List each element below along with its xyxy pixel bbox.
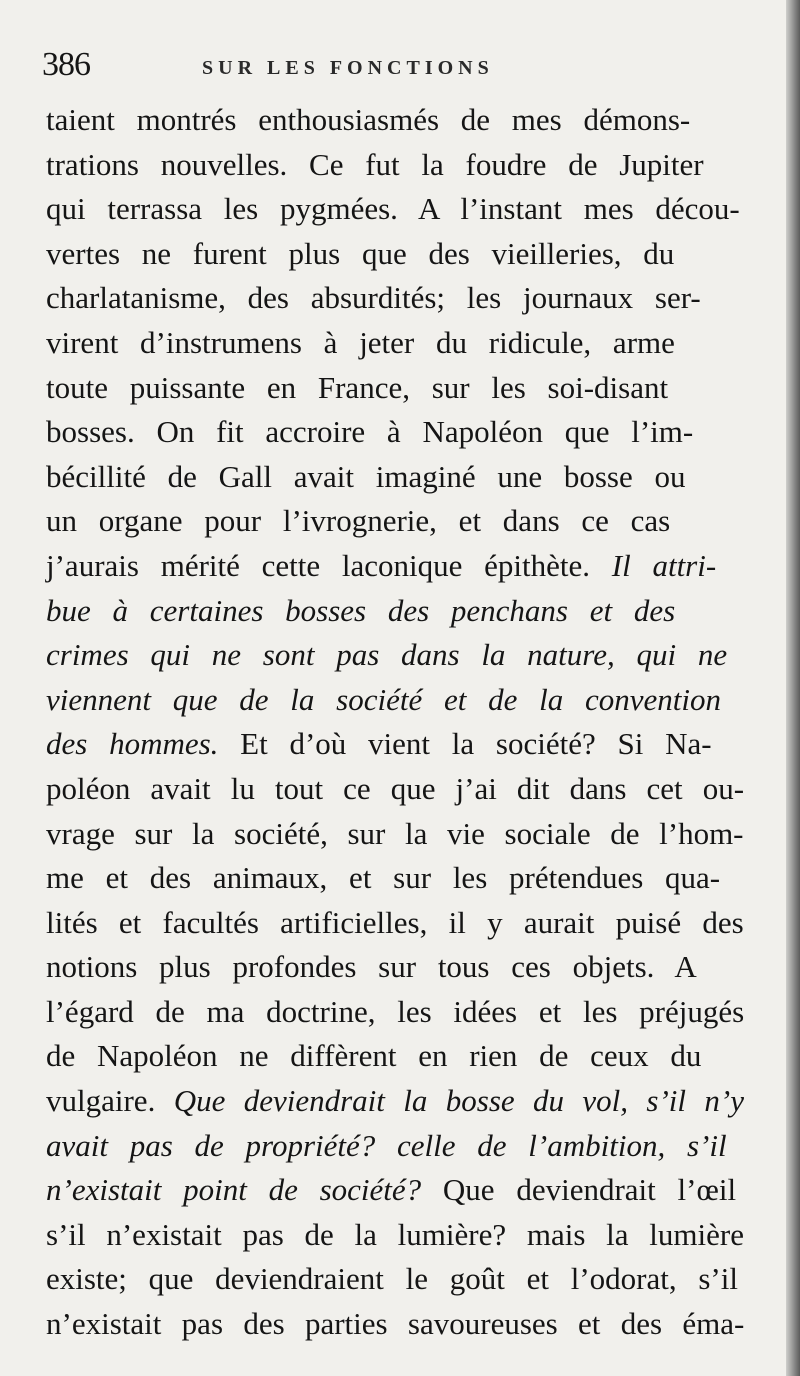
text-segment: existe; que deviendraient le goût et l’odorat, s’il [46,1261,738,1297]
text-segment: s’il n’existait pas de la lumière? mais la lumière [46,1216,744,1252]
text-segment: de Napoléon ne diffèrent en rien de ceux du [46,1038,702,1074]
text-line [46,1168,738,1213]
italic-text-segment: crimes qui ne sont pas dans la nature, qui ne [46,637,728,673]
text-segment: un organe pour l’ivrognerie, et dans ce cas [46,503,671,539]
text-segment: virent d’instrumens à jeter du ridicule, arme [46,324,675,360]
text-segment: Et d’où vient la société? Si Na- [218,726,712,762]
text-line [46,1257,738,1302]
text-line [46,187,738,232]
text-line [46,722,738,767]
text-line [46,321,738,366]
text-segment: notions plus profondes sur tous ces objets. A [46,949,697,985]
text-line [46,856,738,901]
text-line [46,945,738,990]
running-head: SUR LES FONCTIONS [202,57,494,79]
text-line [46,812,744,857]
text-segment: taient montrés enthousiasmés de mes démons- [46,102,691,137]
text-segment: charlatanisme, des absurdités; les journaux ser- [46,280,701,316]
text-line [46,990,745,1035]
text-line [46,633,738,678]
text-line [46,1213,744,1258]
text-segment: poléon avait lu tout ce que j’ai dit dans cet ou- [46,770,745,806]
text-line [46,901,744,946]
text-line [46,232,738,277]
italic-text-segment: Que deviendrait la bosse du vol, s’il n’y [173,1083,744,1119]
italic-text-segment: Il attri- [611,547,717,583]
text-line [46,276,738,321]
text-line [46,366,738,411]
text-line [46,678,738,723]
text-segment: lités et facultés artificielles, il y aurait puisé des [46,904,744,940]
text-line [46,410,738,455]
text-segment: vulgaire. [46,1083,174,1119]
text-line [46,455,738,500]
text-segment: toute puissante en France, sur les soi-disant [46,369,669,405]
text-segment: trations nouvelles. Ce fut la foudre de Jupiter [46,146,704,182]
text-line [46,1302,745,1347]
text-line [46,1124,738,1169]
text-line [46,544,738,589]
italic-text-segment: bue à certaines bosses des penchans et des [46,592,676,628]
italic-text-segment: avait pas de propriété? celle de l’ambition, s’il [46,1127,727,1163]
text-segment: l’égard de ma doctrine, les idées et les préjugés [46,993,745,1029]
text-segment: bosses. On fit accroire à Napoléon que l’im- [46,414,694,450]
text-segment: n’existait pas des parties savoureuses et des éma- [46,1306,745,1342]
page-header [42,44,742,92]
text-line [46,143,738,188]
text-line [46,1034,738,1079]
text-segment: Que deviendrait l’œil [421,1172,737,1208]
page-edge-shadow [786,0,800,1376]
text-line [46,1079,744,1124]
text-segment: me et des animaux, et sur les prétendues qua- [46,860,721,896]
italic-text-segment: des hommes. [46,726,219,762]
text-segment: bécillité de Gall avait imaginé une bosse ou [46,458,686,494]
text-line [46,767,745,812]
body-text [46,98,745,1347]
text-line [46,499,738,544]
text-line [46,589,738,634]
italic-text-segment: n’existait point de société? [46,1172,422,1208]
text-segment: qui terrassa les pygmées. A l’instant mes décou- [46,191,740,227]
page-number: 386 [42,46,90,83]
text-segment: vertes ne furent plus que des vieilleries, du [46,235,675,271]
text-segment: j’aurais mérité cette laconique épithète. [46,547,612,583]
text-segment: vrage sur la société, sur la vie sociale de l’hom- [46,815,744,851]
italic-text-segment: viennent que de la société et de la convention [46,681,721,717]
text-line [46,98,738,143]
